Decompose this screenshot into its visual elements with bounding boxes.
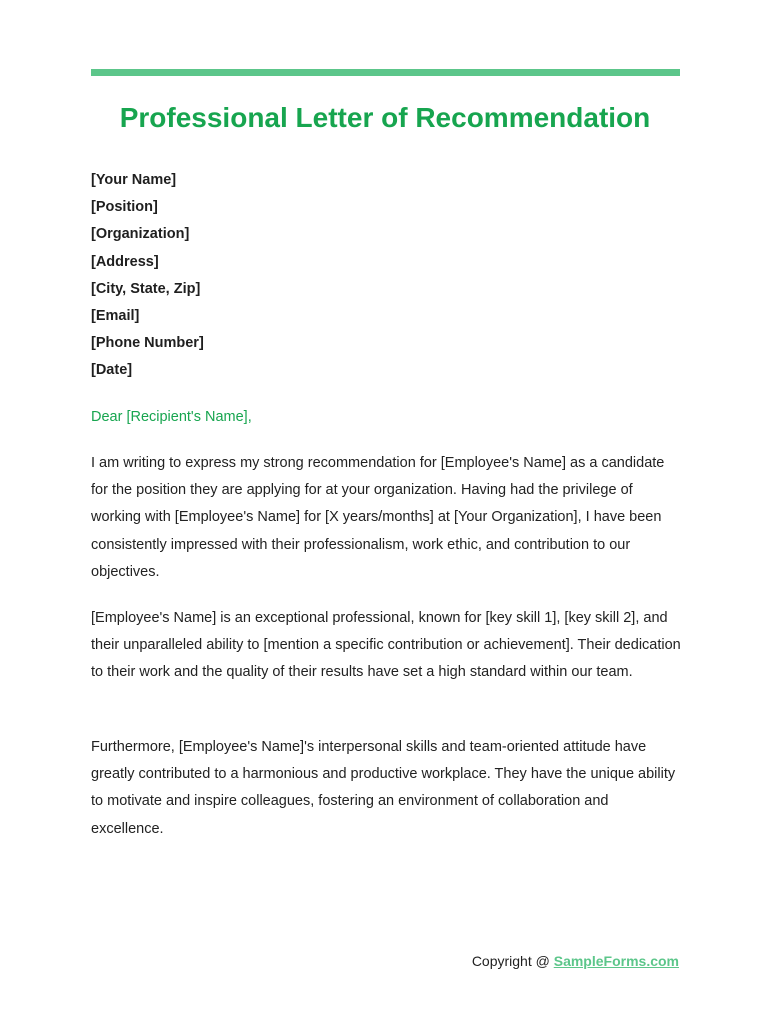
sender-phone: [Phone Number] <box>91 335 204 352</box>
sender-organization: [Organization] <box>91 226 190 243</box>
document-title: Professional Letter of Recommendation <box>119 102 651 133</box>
copyright-text: Copyright @ <box>471 953 554 969</box>
sender-position: [Position] <box>91 199 158 216</box>
sampleforms-link[interactable]: SampleForms.com <box>553 953 679 969</box>
sender-date: [Date] <box>91 362 133 379</box>
top-accent-rule <box>91 69 680 76</box>
salutation: Dear [Recipient's Name], <box>91 409 252 425</box>
copyright-footer <box>472 950 679 972</box>
body-paragraph-3: Furthermore, [Employee's Name]'s interpersonal skills and team-oriented attitude have greatly contributed to a harmonious and productive workplace. They have the unique ability to motivate and inspire colleagues, fostering an environment of collaboration and excellence. <box>91 739 676 837</box>
sender-address: [Address] <box>91 253 159 270</box>
body-paragraph-2: [Employee's Name] is an exceptional professional, known for [key skill 1], [key skill 2], and their unparalleled ability to [mention a specific contribution or achievement]. Their dedication to their work and the quality of their results have set a high standard within our team. <box>91 610 681 681</box>
sender-address-block <box>91 167 681 385</box>
sender-email: [Email] <box>91 308 140 325</box>
sender-city-state-zip: [City, State, Zip] <box>91 280 201 297</box>
sender-name: [Your Name] <box>91 172 177 188</box>
body-paragraph-1: I am writing to express my strong recommendation for [Employee's Name] as a candidate for the position they are applying for at your organization. Having had the privilege of working with [Employee's Name] for [X years/months] at [Your Organization], I have been consistently impressed with their professionalism, work ethic, and contribution to our objectives. <box>91 455 665 580</box>
